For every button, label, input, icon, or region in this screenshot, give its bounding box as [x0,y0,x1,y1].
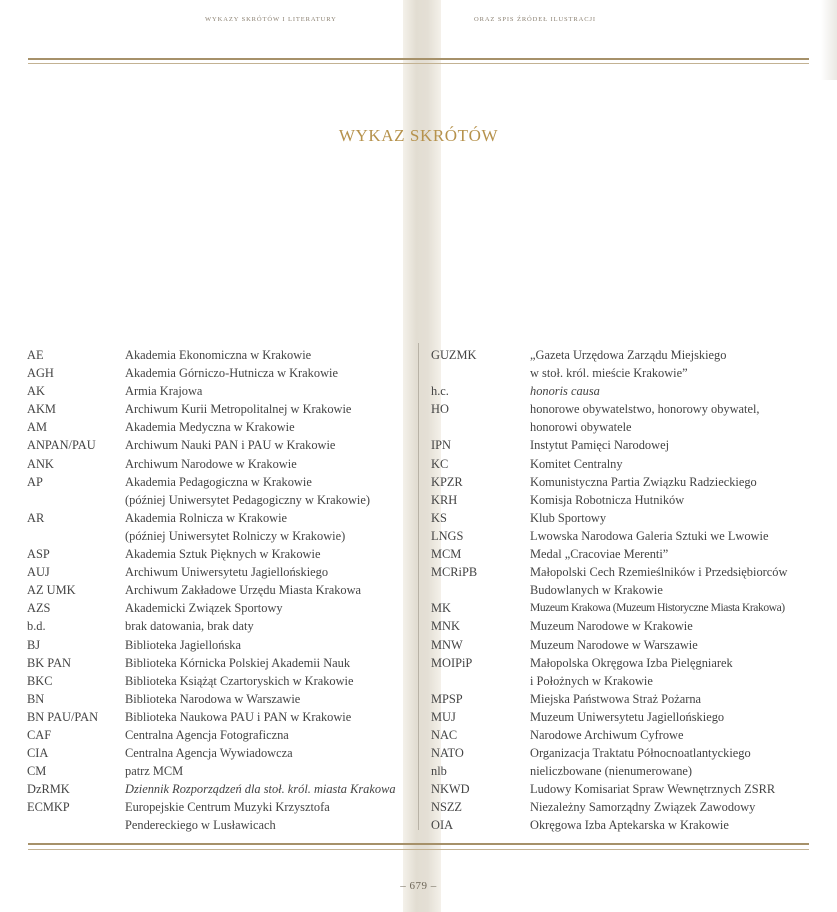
abbreviation: BK PAN [27,655,71,670]
abbreviation: MUJ [431,709,456,724]
abbreviation-entry [27,364,396,382]
page-title: WYKAZ SKRÓTÓW [338,126,499,145]
abbreviation: AZ UMK [27,583,76,598]
abbreviation-definition [125,744,293,762]
abbreviation-entry [27,654,396,672]
abbreviation-entry [27,346,396,364]
abbreviation-entry [431,455,787,473]
abbreviation-definition [125,545,320,563]
definition-line: Pendereckiego w Lusławicach [125,818,276,833]
abbreviation-entry [27,780,396,798]
abbreviation-definition [125,690,300,708]
definition-line: Małopolska Okręgowa Izba Pielęgniarek [530,655,733,670]
abbreviation: MNK [431,619,460,634]
abbreviation-definition [125,708,351,726]
abbreviation-definition [530,527,768,545]
abbreviation: BKC [27,673,53,688]
abbreviation-definition [530,563,787,599]
definition-line: Centralna Agencja Wywiadowcza [125,746,293,761]
abbreviation-entry [431,762,787,780]
abbreviation: AKM [27,402,56,417]
abbreviation: CM [27,764,47,779]
abbreviation-definition [530,690,701,708]
abbreviation: MPSP [431,691,463,706]
abbreviation-entry [27,436,396,454]
definition-line: Archiwum Kurii Metropolitalnej w Krakowie [125,402,352,417]
definition-line: nieliczbowane (nienumerowane) [530,764,693,779]
abbreviation-entry [431,690,787,708]
abbreviation-entry [27,599,396,617]
definition-line: „Gazeta Urzędowa Zarządu Miejskiego [530,348,727,362]
abbreviation: MOIPiP [431,655,473,670]
abbreviation-definition [530,654,733,690]
abbreviation-entry [27,690,396,708]
abbreviation-entry [431,400,787,436]
definition-line: Muzeum Narodowe w Warszawie [530,637,698,652]
abbreviation: ANK [27,456,54,471]
abbreviation-entry [431,436,787,454]
abbreviation: b.d. [27,619,46,634]
abbreviation-entry [431,346,787,382]
abbreviation: KC [431,456,449,471]
abbreviation-definition [125,672,353,690]
abbreviation-entry [431,473,787,491]
abbreviation-definition [530,816,729,834]
abbreviation: AUJ [27,565,50,580]
abbreviation: AR [27,510,45,525]
abbreviation-definition [530,400,760,436]
abbreviation: CIA [27,746,49,761]
bottom-rule-thin [28,849,809,850]
abbreviation-entry [27,545,396,563]
abbreviation-entry [431,599,787,617]
top-rule-thick [28,58,809,60]
definition-line: Biblioteka Narodowa w Warszawie [125,691,301,706]
abbreviation-entry [27,726,396,744]
abbreviation: AGH [27,366,54,381]
abbreviation: MCRiPB [431,565,478,580]
definition-line: i Położnych w Krakowie [530,673,653,688]
definition-line: brak datowania, brak daty [125,619,254,634]
abbreviation-definition [125,762,183,780]
abbreviation: GUZMK [431,348,477,362]
abbreviation-entry [431,509,787,527]
definition-line: Narodowe Archiwum Cyfrowe [530,727,684,742]
definition-line: Medal „Cracoviae Merenti” [530,547,669,562]
abbreviation-entry [431,382,787,400]
abbreviation: NSZZ [431,800,462,815]
abbreviation: ASP [27,547,50,562]
abbreviation: KPZR [431,474,463,489]
scan-edge-shadow [821,0,837,80]
abbreviation: BN [27,691,45,706]
abbreviation-entry [27,636,396,654]
abbreviation: AZS [27,601,51,616]
definition-line: Instytut Pamięci Narodowej [530,438,670,453]
definition-line: Biblioteka Naukowa PAU i PAN w Krakowie [125,709,352,724]
abbreviation-column-right [431,346,787,835]
definition-line: Archiwum Uniwersytetu Jagiellońskiego [125,565,329,580]
abbreviation-entry [27,382,396,400]
abbreviation-definition [530,780,775,798]
definition-line: Akademia Ekonomiczna w Krakowie [125,348,312,362]
definition-line: Akademia Górniczo-Hutnicza w Krakowie [125,366,338,381]
abbreviation-definition [125,400,351,418]
abbreviation: MNW [431,637,463,652]
abbreviation: KRH [431,492,458,507]
abbreviation-definition [125,563,328,581]
abbreviation-entry [27,455,396,473]
abbreviation-entry [431,816,787,834]
definition-line: honoris causa [530,384,600,399]
abbreviation: BN PAU/PAN [27,709,99,724]
definition-line: Archiwum Zakładowe Urzędu Miasta Krakowa [125,583,362,598]
abbreviation-definition [530,346,726,382]
definition-line: Miejska Państwowa Straż Pożarna [530,691,702,706]
running-header-left: WYKAZY SKRÓTÓW I LITERATURY [205,16,337,23]
definition-line: Akademia Medyczna w Krakowie [125,420,295,435]
abbreviation-definition [125,798,330,834]
definition-line: Okręgowa Izba Aptekarska w Krakowie [530,818,729,833]
definition-line: Niezależny Samorządny Związek Zawodowy [530,800,756,815]
abbreviation: OIA [431,818,454,833]
abbreviation: AK [27,384,45,399]
definition-line: Dziennik Rozporządzeń dla stoł. król. miasta Krakowa [125,782,396,797]
abbreviation-definition [125,654,350,672]
abbreviation-definition [125,617,254,635]
abbreviation: h.c. [431,384,449,399]
abbreviation: LNGS [431,528,464,543]
abbreviation-definition [125,346,311,364]
definition-line: Biblioteka Jagiellońska [125,637,241,652]
abbreviation-entry [27,798,396,834]
definition-line: Biblioteka Książąt Czartoryskich w Krakowie [125,673,354,688]
definition-line: Akademia Rolnicza w Krakowie [125,510,288,525]
abbreviation-definition [530,617,693,635]
abbreviation-entry [431,708,787,726]
abbreviation-entry [431,798,787,816]
abbreviation-definition [125,436,335,454]
abbreviation: BJ [27,637,41,652]
abbreviation-definition [125,780,396,798]
abbreviation: NKWD [431,782,470,797]
abbreviation-definition [530,473,757,491]
definition-line: Ludowy Komisariat Spraw Wewnętrznych ZSRR [530,782,776,797]
abbreviation-definition [125,509,345,545]
abbreviation-entry [431,780,787,798]
abbreviation: nlb [431,764,447,779]
abbreviation-entry [431,636,787,654]
abbreviation-definition [125,418,295,436]
abbreviation: MCM [431,547,462,562]
abbreviation: HO [431,402,449,417]
definition-line: honorowi obywatele [530,420,632,435]
top-rule-thin [28,63,809,64]
abbreviation-entry [27,617,396,635]
abbreviation-entry [27,744,396,762]
abbreviation-entry [27,563,396,581]
definition-line: w stoł. król. mieście Krakowie” [530,366,688,381]
abbreviation-definition [530,744,751,762]
definition-line: Muzeum Narodowe w Krakowie [530,619,693,634]
abbreviation-column-left [27,346,396,835]
abbreviation-definition [125,455,297,473]
definition-line: Akademicki Związek Sportowy [125,601,283,616]
abbreviation-entry [431,563,787,599]
abbreviation: NATO [431,746,464,761]
abbreviation: AE [27,348,44,362]
column-divider [418,343,419,830]
abbreviation: MK [431,601,451,616]
abbreviation-entry [27,418,396,436]
definition-line: Komisja Robotnicza Hutników [530,492,685,507]
abbreviation-definition [125,364,338,382]
abbreviation-entry [27,473,396,509]
abbreviation-definition [530,636,698,654]
definition-line: Małopolski Cech Rzemieślników i Przedsiębiorców [530,565,788,580]
definition-line: Klub Sportowy [530,510,607,525]
definition-line: Budowlanych w Krakowie [530,583,663,598]
definition-line: patrz MCM [125,764,184,779]
running-header-right: ORAZ SPIS ŹRÓDEŁ ILUSTRACJI [474,16,596,23]
definition-line: Archiwum Narodowe w Krakowie [125,456,297,471]
definition-line: Akademia Sztuk Pięknych w Krakowie [125,547,321,562]
abbreviation-entry [431,527,787,545]
abbreviation-definition [125,599,283,617]
page-number: – 679 – [400,880,437,892]
definition-line: Akademia Pedagogiczna w Krakowie [125,474,312,489]
abbreviation-definition [530,382,600,400]
definition-line: Lwowska Narodowa Galeria Sztuki we Lwowie [530,528,769,543]
abbreviation: DzRMK [27,782,70,797]
definition-line: Centralna Agencja Fotograficzna [125,727,289,742]
abbreviation: CAF [27,727,52,742]
abbreviation-entry [431,654,787,690]
definition-line: Muzeum Krakowa (Muzeum Historyczne Miasta Krakowa) [530,601,785,615]
definition-line: honorowe obywatelstwo, honorowy obywatel, [530,402,760,417]
definition-line: Armia Krajowa [125,384,203,399]
abbreviation-entry [431,617,787,635]
definition-line: Archiwum Nauki PAN i PAU w Krakowie [125,438,336,453]
abbreviation-entry [27,509,396,545]
abbreviation: IPN [431,438,451,453]
abbreviation-definition [530,509,606,527]
abbreviation-definition [530,798,755,816]
abbreviation-entry [27,762,396,780]
definition-line: (później Uniwersytet Pedagogiczny w Krakowie) [125,492,370,507]
abbreviation-definition [530,491,684,509]
abbreviation-entry [431,545,787,563]
abbreviation-entry [27,581,396,599]
abbreviation: ANPAN/PAU [27,438,96,453]
abbreviation-definition [530,436,669,454]
bottom-rule-thick [28,843,809,845]
definition-line: Komunistyczna Partia Związku Radzieckiego [530,474,757,489]
abbreviation: ECMKP [27,800,70,815]
abbreviation-definition [530,599,785,617]
abbreviation: NAC [431,727,458,742]
abbreviation-definition [530,455,623,473]
abbreviation: AP [27,474,43,489]
abbreviation-entry [27,708,396,726]
abbreviation-definition [125,473,370,509]
definition-line: Komitet Centralny [530,456,623,471]
abbreviation-definition [125,382,202,400]
definition-line: Organizacja Traktatu Północnoatlantyckiego [530,746,751,761]
abbreviation-definition [125,581,361,599]
abbreviation-definition [530,726,683,744]
definition-line: Europejskie Centrum Muzyki Krzysztofa [125,800,330,815]
abbreviation-entry [431,744,787,762]
abbreviation-definition [530,762,692,780]
abbreviation-entry [431,491,787,509]
abbreviation-definition [530,708,724,726]
definition-line: Biblioteka Kórnicka Polskiej Akademii Nauk [125,655,351,670]
abbreviation-entry [27,400,396,418]
abbreviation: AM [27,420,47,435]
abbreviation-entry [27,672,396,690]
abbreviation: KS [431,510,447,525]
definition-line: Muzeum Uniwersytetu Jagiellońskiego [530,709,725,724]
definition-line: (później Uniwersytet Rolniczy w Krakowie) [125,528,346,543]
abbreviation-definition [125,726,289,744]
abbreviation-definition [125,636,241,654]
abbreviation-definition [530,545,668,563]
abbreviation-entry [431,726,787,744]
